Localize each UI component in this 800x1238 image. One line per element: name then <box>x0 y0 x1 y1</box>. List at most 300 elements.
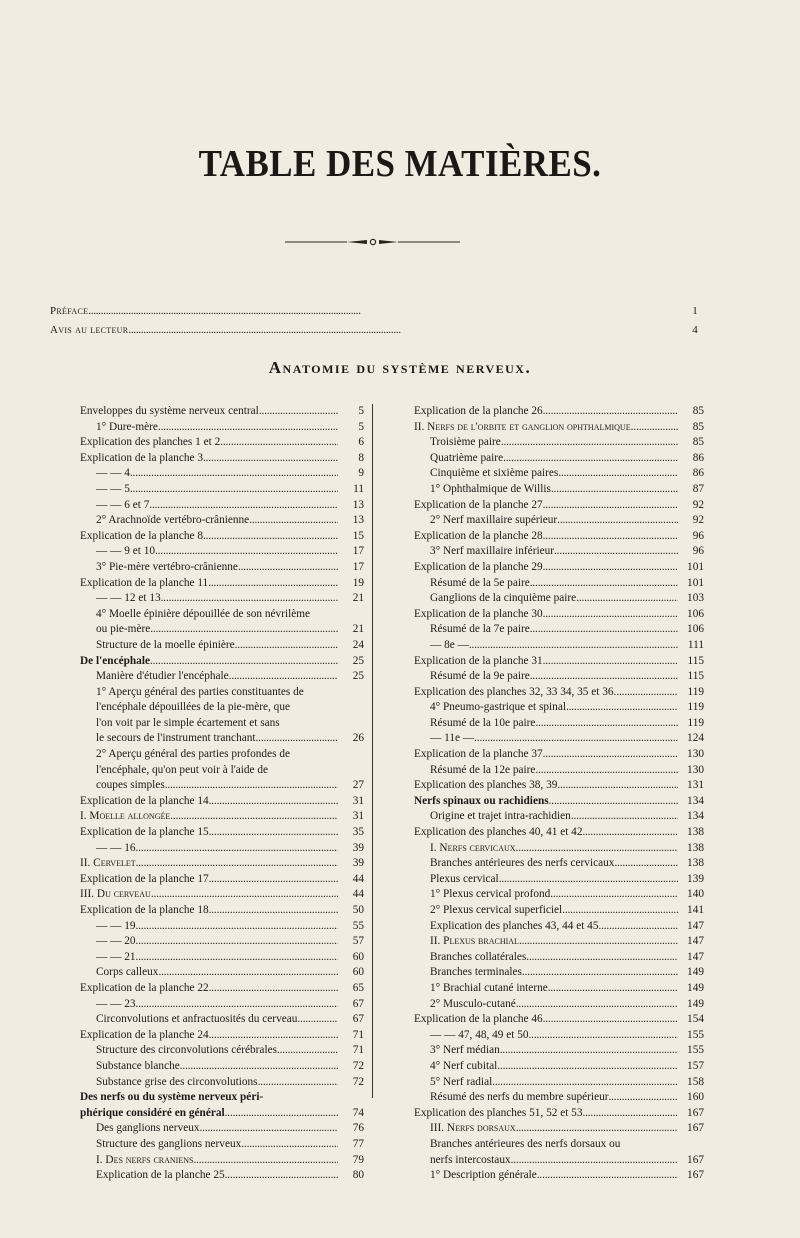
entry-label: De l'encéphale <box>80 654 150 667</box>
dot-leader <box>549 794 678 810</box>
dot-leader <box>259 404 338 420</box>
dot-leader <box>150 654 338 670</box>
entry-label: 1° Ophthalmique de Willis <box>430 482 551 495</box>
entry-page: 39 <box>352 841 364 854</box>
dot-leader <box>149 498 338 514</box>
toc-entry[interactable] <box>80 404 364 420</box>
entry-label: Explication de la planche 26 <box>414 405 543 417</box>
dot-leader <box>543 607 678 623</box>
toc-entry[interactable] <box>414 1090 704 1106</box>
entry-page: 71 <box>352 1044 364 1057</box>
entry-page: 13 <box>352 498 364 511</box>
dot-leader <box>571 809 678 825</box>
entry-label: Explication de la planche 15 <box>80 826 209 839</box>
toc-entry[interactable] <box>80 919 364 935</box>
entry-page: 92 <box>692 514 704 527</box>
toc-entry[interactable] <box>80 544 364 560</box>
toc-left-column <box>80 404 364 1184</box>
toc-entry[interactable] <box>80 451 364 467</box>
dot-leader <box>550 887 678 903</box>
dot-leader <box>516 997 678 1013</box>
entry-page: 55 <box>352 919 364 932</box>
entry-label: Explication de la planche 31 <box>414 654 543 667</box>
entry-page: 19 <box>352 576 364 589</box>
entry-page: 167 <box>687 1106 704 1119</box>
toc-entry[interactable] <box>414 763 704 779</box>
entry-label: — — 47, 48, 49 et 50 <box>430 1028 529 1041</box>
toc-entry[interactable] <box>414 1059 704 1075</box>
entry-label: Troisième paire <box>430 436 501 449</box>
entry-label: nerfs intercostaux <box>430 1153 511 1166</box>
entry-page: 71 <box>352 1028 364 1041</box>
entry-page: 13 <box>352 514 364 527</box>
toc-entry[interactable] <box>414 685 704 701</box>
toc-entry[interactable] <box>414 622 704 638</box>
entry-label: Résumé de la 7e paire <box>430 623 530 636</box>
toc-entry[interactable] <box>414 404 704 420</box>
dot-leader <box>530 669 678 685</box>
entry-label: Substance grise des circonvolutions <box>96 1075 258 1088</box>
entry-page: 21 <box>352 592 364 605</box>
entry-label: II. Cervelet <box>80 857 136 870</box>
dot-leader <box>526 950 678 966</box>
entry-page: 115 <box>687 654 704 667</box>
entry-label: 5° Nerf radial <box>430 1075 493 1088</box>
entry-label: phérique considéré en général <box>80 1106 225 1119</box>
dot-leader <box>543 529 678 545</box>
entry-label: Résumé de la 12e paire <box>430 763 536 776</box>
toc-entry[interactable] <box>80 498 364 514</box>
toc-entry[interactable] <box>80 482 364 498</box>
entry-label: Explication de la planche 29 <box>414 560 543 573</box>
dot-leader <box>551 482 678 498</box>
toc-entry[interactable] <box>414 919 704 935</box>
entry-page: 85 <box>692 436 704 449</box>
dot-leader <box>209 825 338 841</box>
toc-entry[interactable] <box>414 576 704 592</box>
toc-entry[interactable] <box>80 716 364 732</box>
dot-leader <box>209 903 338 919</box>
dot-leader <box>497 1059 678 1075</box>
toc-entry[interactable] <box>80 887 364 903</box>
toc-entry[interactable] <box>414 731 704 747</box>
entry-label: Nerfs spinaux ou rachidiens <box>414 794 549 807</box>
entry-page: 134 <box>687 794 704 807</box>
dot-leader <box>136 919 338 935</box>
dot-leader <box>566 700 678 716</box>
entry-label: Explication de la planche 37 <box>414 748 543 761</box>
entry-label: III. Nerfs dorsaux <box>430 1122 516 1135</box>
dot-leader <box>136 841 338 857</box>
entry-label: Circonvolutions et anfractuosités du cerveau <box>96 1013 298 1026</box>
entry-page: 21 <box>352 623 364 636</box>
dot-leader <box>469 638 678 654</box>
ornament-divider <box>285 236 460 248</box>
entry-label: 2° Aperçu général des parties profondes de <box>96 748 290 761</box>
toc-entry[interactable] <box>80 435 364 451</box>
entry-page: 65 <box>352 981 364 994</box>
entry-page: 77 <box>352 1137 364 1150</box>
entry-label: 2° Arachnoïde vertébro-crânienne <box>96 514 250 527</box>
toc-entry[interactable] <box>80 576 364 592</box>
toc-entry[interactable] <box>80 466 364 482</box>
toc-entry[interactable] <box>80 1090 364 1106</box>
dot-leader <box>209 981 338 997</box>
toc-entry[interactable] <box>414 716 704 732</box>
dot-leader <box>256 731 338 747</box>
entry-label: Résumé de la 10e paire <box>430 716 536 729</box>
entry-label: Explication de la planche 46 <box>414 1013 543 1026</box>
entry-label: Manière d'étudier l'encéphale <box>96 670 229 683</box>
dot-leader <box>225 1106 338 1122</box>
toc-entry[interactable] <box>80 1153 364 1169</box>
entry-label: I. Nerfs cervicaux <box>430 841 516 854</box>
entry-label: 2° Musculo-cutané <box>430 997 516 1010</box>
dot-leader <box>548 981 678 997</box>
toc-entry[interactable] <box>414 591 704 607</box>
entry-page: 5 <box>358 420 364 433</box>
entry-page: 96 <box>692 529 704 542</box>
toc-entry[interactable] <box>414 965 704 981</box>
dot-leader <box>249 513 338 529</box>
entry-page: 39 <box>352 857 364 870</box>
toc-entry[interactable] <box>80 1106 364 1122</box>
entry-label: — — 4 <box>96 467 130 480</box>
toc-entry[interactable] <box>80 591 364 607</box>
toc-entry[interactable] <box>80 700 364 716</box>
toc-entry[interactable] <box>414 872 704 888</box>
toc-entry[interactable] <box>80 934 364 950</box>
entry-label: Enveloppes du système nerveux central <box>80 405 259 417</box>
dot-leader <box>136 997 338 1013</box>
toc-entry[interactable] <box>80 654 364 670</box>
dot-leader <box>557 513 678 529</box>
entry-label: Explication de la planche 25 <box>96 1169 225 1182</box>
entry-label: Explication de la planche 27 <box>414 498 543 511</box>
dot-leader <box>633 420 678 436</box>
entry-label: 1° Description générale <box>430 1169 537 1182</box>
entry-label: Avis au lecteur <box>50 324 129 336</box>
toc-entry[interactable] <box>80 809 364 825</box>
dot-leader <box>209 1028 338 1044</box>
dot-leader <box>516 1121 678 1137</box>
toc-entry[interactable] <box>414 1153 704 1169</box>
toc-entry[interactable] <box>80 965 364 981</box>
toc-entry[interactable] <box>414 654 704 670</box>
toc-entry[interactable] <box>414 560 704 576</box>
entry-label: Des nerfs ou du système nerveux péri- <box>80 1091 264 1104</box>
dot-leader <box>235 638 338 654</box>
toc-entry[interactable] <box>80 778 364 794</box>
toc-entry[interactable] <box>80 841 364 857</box>
dot-leader <box>530 576 678 592</box>
toc-entry[interactable] <box>80 903 364 919</box>
toc-entry[interactable] <box>414 669 704 685</box>
toc-entry[interactable] <box>414 482 704 498</box>
toc-entry[interactable] <box>414 747 704 763</box>
dot-leader <box>558 466 678 482</box>
toc-entry[interactable] <box>80 825 364 841</box>
dot-leader <box>180 1059 338 1075</box>
dot-leader <box>519 934 678 950</box>
dot-leader <box>535 716 678 732</box>
entry-label: Branches collatérales <box>430 950 527 963</box>
toc-entry[interactable] <box>80 685 364 701</box>
entry-label: Explication de la planche 22 <box>80 981 209 994</box>
entry-page: 149 <box>687 997 704 1010</box>
entry-page: 25 <box>352 654 364 667</box>
entry-label: 4° Moelle épinière dépouillée de son névrilème <box>96 607 311 620</box>
toc-entry[interactable] <box>414 1137 704 1153</box>
dot-leader <box>158 420 338 436</box>
entry-label: Explication des planches 51, 52 et 53 <box>414 1106 583 1119</box>
entry-label: Structure des circonvolutions cérébrales <box>96 1044 277 1057</box>
toc-entry[interactable] <box>80 607 364 623</box>
toc-entry[interactable] <box>80 1059 364 1075</box>
toc-entry[interactable] <box>414 903 704 919</box>
entry-page: 138 <box>687 841 704 854</box>
dot-leader <box>170 809 338 825</box>
entry-page: 76 <box>352 1122 364 1135</box>
entry-label: Corps calleux <box>96 966 159 979</box>
entry-label: 1° Aperçu général des parties constituantes de <box>96 685 304 698</box>
dot-leader <box>537 1168 678 1184</box>
toc-entry[interactable] <box>80 622 364 638</box>
toc-entry[interactable] <box>414 513 704 529</box>
toc-entry[interactable] <box>80 997 364 1013</box>
entry-label: II. Plexus brachial <box>430 935 519 948</box>
toc-entry[interactable] <box>414 544 704 560</box>
entry-page: 149 <box>687 966 704 979</box>
dot-leader <box>500 1043 678 1059</box>
toc-entry[interactable] <box>80 669 364 685</box>
toc-entry[interactable] <box>414 1028 704 1044</box>
entry-page: 92 <box>692 498 704 511</box>
entry-page: 115 <box>687 670 704 683</box>
toc-entry[interactable] <box>80 1012 364 1028</box>
entry-label: Substance blanche <box>96 1059 180 1072</box>
toc-entry[interactable] <box>80 638 364 654</box>
toc-entry-avis[interactable] <box>50 321 698 340</box>
entry-label: Ganglions de la cinquième paire <box>430 592 577 605</box>
entry-page: 86 <box>692 467 704 480</box>
toc-entry[interactable] <box>414 887 704 903</box>
dot-leader <box>492 1075 678 1091</box>
entry-label: 3° Nerf maxillaire inférieur <box>430 545 555 558</box>
entry-page: 167 <box>687 1122 704 1135</box>
dot-leader <box>543 654 678 670</box>
toc-entry[interactable] <box>414 498 704 514</box>
entry-label: 1° Brachial cutané interne <box>430 981 548 994</box>
entry-page: 72 <box>352 1075 364 1088</box>
column-divider <box>372 404 373 1098</box>
toc-entry[interactable] <box>414 841 704 857</box>
toc-entry[interactable] <box>414 1043 704 1059</box>
toc-entry-preface[interactable] <box>50 302 698 321</box>
dot-leader <box>208 576 338 592</box>
entry-page: 141 <box>687 904 704 916</box>
toc-entry[interactable] <box>80 513 364 529</box>
entry-page: 140 <box>687 888 704 901</box>
toc-entry[interactable] <box>80 1075 364 1091</box>
dot-leader <box>136 950 338 966</box>
toc-entry[interactable] <box>414 1012 704 1028</box>
toc-entry[interactable] <box>414 638 704 654</box>
entry-page: 106 <box>687 623 704 636</box>
entry-label: — 11e — <box>430 732 475 745</box>
dot-leader <box>209 794 338 810</box>
entry-label: Origine et trajet intra-rachidien <box>430 810 571 823</box>
entry-page: 154 <box>687 1013 704 1026</box>
dot-leader <box>136 934 338 950</box>
entry-label: 3° Nerf médian <box>430 1044 500 1057</box>
entry-page: 119 <box>687 685 704 698</box>
entry-page: 131 <box>687 779 704 792</box>
toc-entry[interactable] <box>80 1121 364 1137</box>
entry-page: 155 <box>687 1044 704 1057</box>
toc-entry[interactable] <box>414 1075 704 1091</box>
entry-label: — — 21 <box>96 950 136 963</box>
entry-page: 50 <box>352 904 364 916</box>
entry-label: Résumé des nerfs du membre supérieur <box>430 1091 609 1104</box>
dot-leader <box>562 903 678 919</box>
entry-page: 24 <box>352 638 364 651</box>
dot-leader <box>557 778 678 794</box>
dot-leader <box>582 1106 678 1122</box>
entry-label: Préface <box>50 305 89 317</box>
entry-page: 147 <box>687 950 704 963</box>
toc-entry[interactable] <box>80 856 364 872</box>
entry-page: 138 <box>687 857 704 870</box>
entry-label: Explication des planches 32, 33 34, 35 et 36. <box>414 685 617 698</box>
dot-leader <box>516 841 678 857</box>
dot-leader <box>150 622 338 638</box>
entry-page: 44 <box>352 888 364 901</box>
toc-entry[interactable] <box>414 934 704 950</box>
toc-entry[interactable] <box>414 529 704 545</box>
front-matter <box>50 302 698 340</box>
dot-leader <box>203 451 338 467</box>
entry-label: Branches terminales <box>430 966 522 979</box>
dot-leader <box>241 1137 338 1153</box>
toc-entry[interactable] <box>414 1168 704 1184</box>
toc-entry[interactable] <box>80 420 364 436</box>
entry-page: 35 <box>352 826 364 839</box>
entry-page: 147 <box>687 919 704 932</box>
dot-leader <box>529 1028 678 1044</box>
toc-entry[interactable] <box>80 794 364 810</box>
toc-entry[interactable] <box>414 466 704 482</box>
entry-label: 4° Nerf cubital <box>430 1059 498 1072</box>
toc-entry[interactable] <box>414 981 704 997</box>
dot-leader <box>614 856 678 872</box>
dot-leader <box>136 856 338 872</box>
dot-leader <box>220 435 338 451</box>
toc-entry[interactable] <box>414 1106 704 1122</box>
toc-entry[interactable] <box>414 809 704 825</box>
toc-entry[interactable] <box>414 1121 704 1137</box>
entry-label: Explication de la planche 30 <box>414 607 543 620</box>
toc-entry[interactable] <box>80 560 364 576</box>
dot-leader <box>203 529 338 545</box>
toc-entry[interactable] <box>414 435 704 451</box>
entry-label: — — 20 <box>96 935 136 948</box>
dot-leader <box>609 1090 679 1106</box>
dot-leader <box>200 1121 338 1137</box>
dot-leader <box>158 965 338 981</box>
toc-entry[interactable] <box>80 763 364 779</box>
entry-page: 1 <box>692 305 698 317</box>
entry-label: Explication de la planche 3 <box>80 451 203 464</box>
toc-entry[interactable] <box>414 825 704 841</box>
toc-entry[interactable] <box>80 872 364 888</box>
dot-leader <box>155 544 338 560</box>
entry-label: Branches antérieures des nerfs cervicaux <box>430 857 615 870</box>
toc-entry[interactable] <box>80 747 364 763</box>
dot-leader <box>474 731 678 747</box>
toc-entry[interactable] <box>414 794 704 810</box>
toc-entry[interactable] <box>80 1043 364 1059</box>
toc-entry[interactable] <box>414 451 704 467</box>
toc-entry[interactable] <box>80 981 364 997</box>
entry-label: I. Des nerfs craniens <box>96 1153 194 1166</box>
toc-entry[interactable] <box>80 1137 364 1153</box>
toc-entry[interactable] <box>414 950 704 966</box>
entry-page: 5 <box>358 405 364 417</box>
dot-leader <box>238 560 338 576</box>
entry-page: 119 <box>687 701 704 714</box>
toc-entry[interactable] <box>414 420 704 436</box>
entry-label: — — 9 et 10 <box>96 545 155 558</box>
toc-entry[interactable] <box>414 700 704 716</box>
dot-leader <box>130 482 338 498</box>
dot-leader <box>209 872 338 888</box>
entry-page: 31 <box>352 794 364 807</box>
toc-entry[interactable] <box>414 997 704 1013</box>
entry-page: 17 <box>352 560 364 573</box>
toc-entry[interactable] <box>80 1168 364 1184</box>
entry-label: I. Moelle allongée <box>80 810 171 823</box>
entry-label: 2° Nerf maxillaire supérieur <box>430 514 558 527</box>
toc-entry[interactable] <box>80 950 364 966</box>
entry-page: 79 <box>352 1153 364 1166</box>
entry-page: 8 <box>358 451 364 464</box>
dot-leader <box>576 591 678 607</box>
dot-leader <box>501 435 678 451</box>
entry-page: 27 <box>352 779 364 792</box>
dot-leader <box>277 1043 338 1059</box>
dot-leader <box>543 1012 678 1028</box>
toc-entry[interactable] <box>80 731 364 747</box>
entry-label: Explication des planches 1 et 2 <box>80 436 221 449</box>
dot-leader <box>535 763 678 779</box>
entry-page: 11 <box>353 482 364 495</box>
entry-page: 17 <box>352 545 364 558</box>
toc-entry[interactable] <box>80 1028 364 1044</box>
entry-page: 155 <box>687 1028 704 1041</box>
entry-label: Explication de la planche 28 <box>414 529 543 542</box>
dot-leader <box>616 685 678 701</box>
entry-label: ou pie-mère <box>96 623 151 636</box>
toc-entry[interactable] <box>80 529 364 545</box>
entry-label: Structure des ganglions nerveux <box>96 1137 242 1150</box>
entry-page: 15 <box>352 529 364 542</box>
entry-page: 85 <box>692 405 704 417</box>
toc-entry[interactable] <box>414 856 704 872</box>
toc-entry[interactable] <box>414 607 704 623</box>
toc-entry[interactable] <box>414 778 704 794</box>
entry-page: 72 <box>352 1059 364 1072</box>
